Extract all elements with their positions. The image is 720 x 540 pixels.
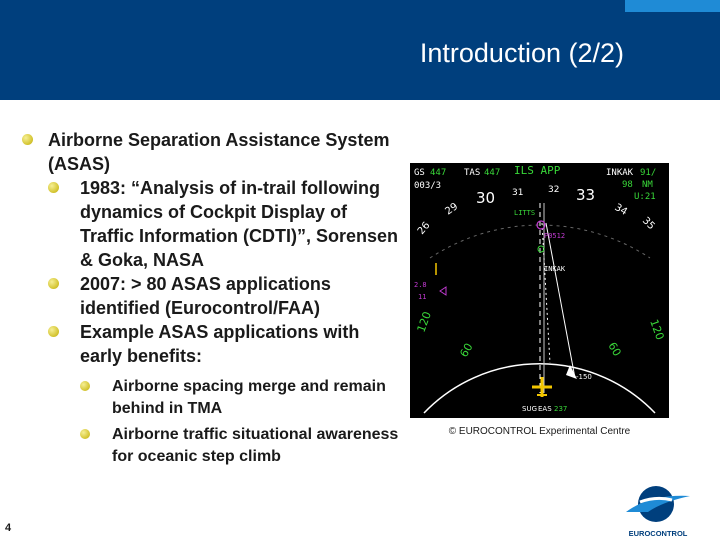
eas-label: EAS (538, 405, 552, 413)
top-stripe (0, 0, 720, 12)
sub-sub-bullet-list (80, 376, 402, 468)
right-value-2: NM (642, 180, 653, 190)
traffic-label: -150 (576, 373, 592, 381)
bullet-icon (80, 429, 90, 439)
figure-caption: © EUROCONTROL Experimental Centre (448, 426, 631, 437)
heading-tick-35: 35 (639, 215, 657, 233)
display-background (410, 163, 669, 418)
sub-bullet-text-1983: 1983: “Analysis of in-trail following dynamics of Cockpit Display of Traffic Information (CDTI)”, Sorensen & Goka, NASA (80, 178, 399, 270)
waypoint-top-right: INKAK (606, 168, 634, 178)
header-bar (0, 12, 720, 100)
sub-bullet-text-2007: 2007: > 80 ASAS applications identified (Eurocontrol/FAA) (80, 274, 331, 318)
heading-tick-31: 31 (512, 188, 524, 198)
side-value-1: 2.8 (414, 281, 427, 289)
bullet-icon (48, 278, 59, 289)
sub-sub-bullet-text-merge: Airborne spacing merge and remain behind in TMA (112, 378, 386, 417)
heading-tick-34: 34 (612, 202, 630, 218)
sub-sub-bullet-text-oceanic: Airborne traffic situational awareness for oceanic step climb (112, 426, 399, 465)
waypoint-litts: LITTS (514, 209, 536, 217)
bullet-icon (80, 381, 90, 391)
waypoint-p0512: P0512 (544, 232, 566, 240)
bullet-list (22, 128, 402, 468)
top-stripe-light (625, 0, 720, 12)
sub-bullet-text-examples: Example ASAS applications with early benefits: (80, 322, 360, 366)
heading-tick-29: 29 (443, 201, 461, 218)
gs-label: GS (414, 168, 425, 178)
right-value-3: U:21 (634, 192, 656, 202)
range-label-left-outer: 120 (414, 309, 435, 335)
tas-label: TAS (464, 168, 481, 178)
sub-sub-bullet-item-oceanic (80, 424, 402, 468)
range-label-right-outer: 120 (647, 317, 667, 342)
bottom-left-label: SUG (522, 405, 537, 413)
side-value-2: 11 (418, 293, 427, 301)
slide-title: Introduction (2/2) (419, 38, 624, 68)
waypoint-top-right-value: 91/ (640, 168, 657, 178)
eas-value: 237 (554, 405, 568, 413)
bullet-content (22, 128, 402, 472)
right-value-1: 98 (622, 180, 633, 190)
heading-tick-30: 30 (476, 189, 496, 207)
tas-value: 447 (484, 168, 501, 178)
heading-tick-32: 32 (548, 185, 560, 195)
sub-bullet-item-1983 (48, 176, 402, 272)
logo-text: EUROCONTROL (628, 529, 688, 538)
cockpit-display-image (410, 163, 669, 418)
bullet-item-asas (22, 128, 402, 468)
waypoint-inkak: INKAK (544, 265, 566, 273)
bullet-icon (22, 134, 33, 145)
heading-tick-26: 26 (415, 220, 433, 237)
bullet-icon (48, 326, 59, 337)
sub-sub-bullet-item-merge (80, 376, 402, 420)
gs-value: 447 (430, 168, 447, 178)
range-label-right-inner: 60 (605, 340, 624, 359)
eurocontrol-logo (622, 482, 694, 540)
mode-label: ILS APP (514, 164, 561, 177)
range-label-left-inner: 60 (457, 340, 476, 360)
heading-left: 003/3 (414, 181, 442, 191)
top-stripe-dark (0, 0, 625, 12)
sub-bullet-item-examples (48, 320, 402, 468)
sub-bullet-item-2007 (48, 272, 402, 320)
sub-bullet-list (48, 176, 402, 468)
bullet-text-asas: Airborne Separation Assistance System (ASAS) (48, 130, 390, 174)
bullet-icon (48, 182, 59, 193)
heading-tick-33: 33 (576, 186, 596, 204)
page-number: 4 (5, 522, 12, 534)
